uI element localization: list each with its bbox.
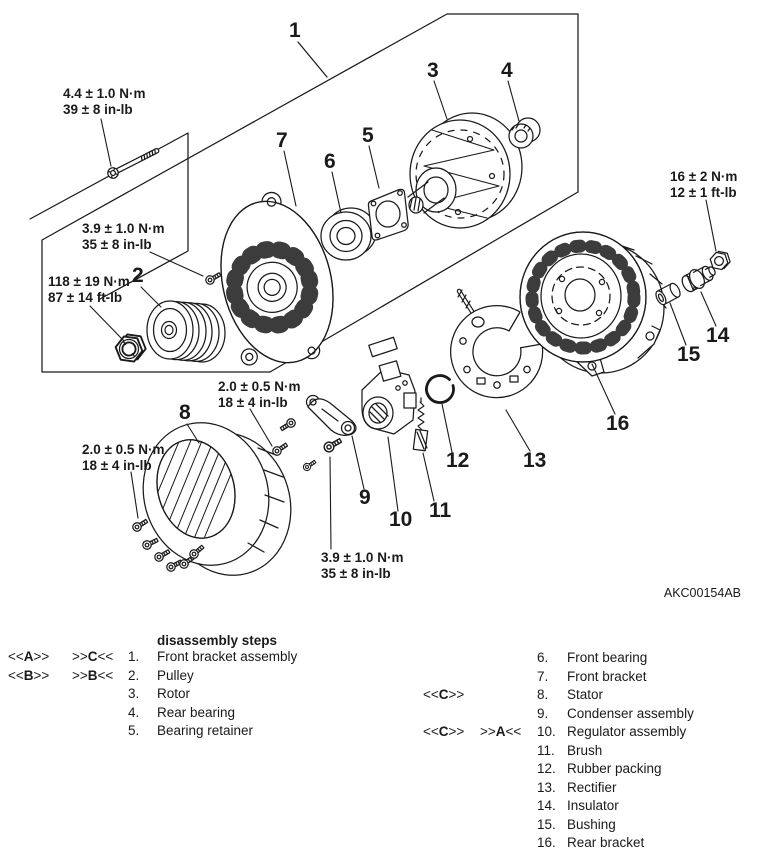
step-marker bbox=[480, 779, 537, 798]
step-marker: <<C>> bbox=[423, 687, 465, 702]
step-label: Rear bracket bbox=[567, 835, 645, 850]
step-marker bbox=[423, 705, 480, 724]
part-number-3: 3 bbox=[427, 59, 439, 82]
step-number: 9. bbox=[537, 705, 549, 721]
svg-text:2.0 ± 0.5 N·m: 2.0 ± 0.5 N·m bbox=[82, 442, 165, 457]
step-row-1 bbox=[8, 648, 408, 667]
svg-text:39 ± 8 in-lb: 39 ± 8 in-lb bbox=[63, 102, 133, 117]
disassembly-steps-right-column bbox=[423, 649, 771, 853]
step-marker bbox=[72, 722, 128, 741]
step-label: Brush bbox=[567, 742, 603, 758]
disassembly-steps-left-column bbox=[8, 648, 408, 741]
step-row-11 bbox=[423, 742, 771, 761]
part-number-13: 13 bbox=[523, 449, 547, 472]
step-label: Front bearing bbox=[567, 650, 648, 665]
step-label: Front bracket assembly bbox=[157, 649, 298, 664]
step-marker bbox=[423, 760, 480, 779]
step-marker: <<C>> bbox=[423, 724, 465, 739]
torque-label-lower-screw bbox=[321, 550, 403, 581]
step-row-6 bbox=[423, 649, 771, 668]
step-row-14 bbox=[423, 797, 771, 816]
step-number: 2. bbox=[128, 667, 140, 683]
step-marker bbox=[480, 649, 537, 668]
step-marker bbox=[480, 760, 537, 779]
step-marker bbox=[480, 742, 537, 761]
part-number-2: 2 bbox=[132, 264, 144, 287]
step-marker bbox=[480, 797, 537, 816]
pulley-drawing bbox=[147, 301, 225, 362]
step-row-9 bbox=[423, 705, 771, 724]
part-number-15: 15 bbox=[677, 343, 701, 366]
step-number: 3. bbox=[128, 686, 140, 701]
step-number: 4. bbox=[128, 704, 140, 720]
torque-label-pulley-nut bbox=[48, 274, 130, 305]
step-marker bbox=[72, 704, 128, 723]
step-number: 7. bbox=[537, 668, 549, 684]
part-number-10: 10 bbox=[389, 508, 413, 531]
rear-bearing-drawing bbox=[509, 118, 540, 148]
step-row-4 bbox=[8, 704, 408, 723]
step-row-8 bbox=[423, 686, 771, 705]
step-row-12 bbox=[423, 760, 771, 779]
step-label: Pulley bbox=[157, 667, 194, 683]
part-number-1: 1 bbox=[289, 19, 301, 42]
step-row-2 bbox=[8, 667, 408, 686]
step-marker bbox=[480, 816, 537, 835]
step-marker bbox=[423, 779, 480, 798]
step-marker bbox=[8, 722, 72, 741]
svg-text:18 ± 4 in-lb: 18 ± 4 in-lb bbox=[218, 395, 288, 410]
step-row-10 bbox=[423, 723, 771, 742]
step-marker bbox=[480, 686, 537, 705]
part-number-9: 9 bbox=[359, 486, 371, 509]
step-number: 11. bbox=[537, 742, 555, 758]
step-number: 13. bbox=[537, 779, 556, 795]
step-number: 15. bbox=[537, 816, 556, 832]
step-number: 12. bbox=[537, 761, 556, 776]
part-number-4: 4 bbox=[501, 59, 513, 82]
torque-label-bracket-screw bbox=[82, 221, 164, 252]
rotor-drawing bbox=[408, 113, 522, 228]
part-number-8: 8 bbox=[179, 401, 191, 424]
step-label: Bushing bbox=[567, 816, 616, 832]
step-marker bbox=[72, 685, 128, 704]
step-marker: >>A<< bbox=[480, 724, 522, 739]
regulator-drawing bbox=[362, 337, 416, 434]
step-label: Insulator bbox=[567, 798, 619, 813]
svg-text:12 ± 1 ft-lb: 12 ± 1 ft-lb bbox=[670, 185, 737, 200]
step-row-3 bbox=[8, 685, 408, 704]
step-marker: >>B<< bbox=[72, 667, 114, 683]
leader-line-1 bbox=[298, 42, 327, 77]
rubber-packing-drawing bbox=[426, 376, 453, 403]
torque-label-bolt bbox=[63, 86, 145, 117]
part-number-14: 14 bbox=[706, 324, 730, 347]
step-marker bbox=[423, 668, 480, 687]
front-bracket-drawing bbox=[203, 183, 349, 376]
step-label: Rear bearing bbox=[157, 704, 236, 720]
part-number-5: 5 bbox=[362, 124, 374, 147]
part-number-16: 16 bbox=[606, 412, 630, 435]
part-number-7: 7 bbox=[276, 129, 288, 152]
step-number: 6. bbox=[537, 650, 549, 665]
svg-text:16 ± 2 N·m: 16 ± 2 N·m bbox=[670, 169, 738, 184]
disassembly-steps-title: disassembly steps bbox=[157, 633, 278, 648]
condenser-drawing bbox=[307, 396, 357, 436]
step-number: 1. bbox=[128, 649, 140, 664]
pulley-nut-drawing bbox=[114, 333, 147, 363]
step-row-5 bbox=[8, 722, 408, 741]
step-label: Rubber packing bbox=[567, 761, 662, 776]
step-row-13 bbox=[423, 779, 771, 798]
step-number: 10. bbox=[537, 724, 556, 739]
step-number: 8. bbox=[537, 687, 549, 702]
svg-text:118 ± 19 N·m: 118 ± 19 N·m bbox=[48, 274, 130, 289]
step-label: Rotor bbox=[157, 686, 191, 701]
step-label: Stator bbox=[567, 687, 604, 702]
step-marker bbox=[423, 816, 480, 835]
figure-code: AKC00154AB bbox=[663, 586, 741, 600]
step-number: 16. bbox=[537, 835, 556, 850]
step-number: 5. bbox=[128, 723, 140, 738]
torque-label-terminal-nut bbox=[670, 169, 737, 200]
step-row-15 bbox=[423, 816, 771, 835]
part-number-12: 12 bbox=[446, 449, 470, 472]
step-marker bbox=[480, 705, 537, 724]
step-marker bbox=[8, 704, 72, 723]
step-marker bbox=[423, 797, 480, 816]
step-label: Bearing retainer bbox=[157, 723, 254, 738]
step-marker: >>C<< bbox=[72, 649, 114, 664]
svg-text:4.4 ± 1.0 N·m: 4.4 ± 1.0 N·m bbox=[63, 86, 146, 101]
svg-text:18 ± 4 in-lb: 18 ± 4 in-lb bbox=[82, 458, 152, 473]
step-row-7 bbox=[423, 668, 771, 687]
part-number-11: 11 bbox=[429, 499, 452, 522]
through-bolt-drawing bbox=[106, 145, 161, 180]
svg-text:35 ± 8 in-lb: 35 ± 8 in-lb bbox=[321, 566, 391, 581]
torque-label-regulator-screw bbox=[218, 379, 300, 410]
part-number-6: 6 bbox=[324, 150, 336, 173]
step-marker bbox=[480, 668, 537, 687]
bearing-retainer-drawing bbox=[368, 189, 408, 240]
step-label: Rectifier bbox=[567, 779, 617, 795]
stator-drawing bbox=[127, 408, 308, 591]
step-marker: <<A>> bbox=[8, 649, 50, 664]
svg-text:3.9 ± 1.0 N·m: 3.9 ± 1.0 N·m bbox=[321, 550, 404, 565]
step-label: Regulator assembly bbox=[567, 724, 687, 739]
step-number: 14. bbox=[537, 798, 556, 813]
step-marker: <<B>> bbox=[8, 667, 50, 683]
step-marker bbox=[480, 834, 537, 853]
svg-text:87 ± 14 ft-lb: 87 ± 14 ft-lb bbox=[48, 290, 123, 305]
svg-text:2.0 ± 0.5 N·m: 2.0 ± 0.5 N·m bbox=[218, 379, 301, 394]
step-row-16 bbox=[423, 834, 771, 853]
step-marker bbox=[423, 834, 480, 853]
step-marker bbox=[8, 685, 72, 704]
step-label: Condenser assembly bbox=[567, 705, 694, 721]
step-marker bbox=[423, 649, 480, 668]
step-marker bbox=[423, 742, 480, 761]
front-bearing-drawing bbox=[321, 208, 376, 260]
step-label: Front bracket bbox=[567, 668, 647, 684]
bracket-screw bbox=[204, 271, 222, 286]
svg-text:3.9 ± 1.0 N·m: 3.9 ± 1.0 N·m bbox=[82, 221, 165, 236]
svg-text:35 ± 8 in-lb: 35 ± 8 in-lb bbox=[82, 237, 152, 252]
